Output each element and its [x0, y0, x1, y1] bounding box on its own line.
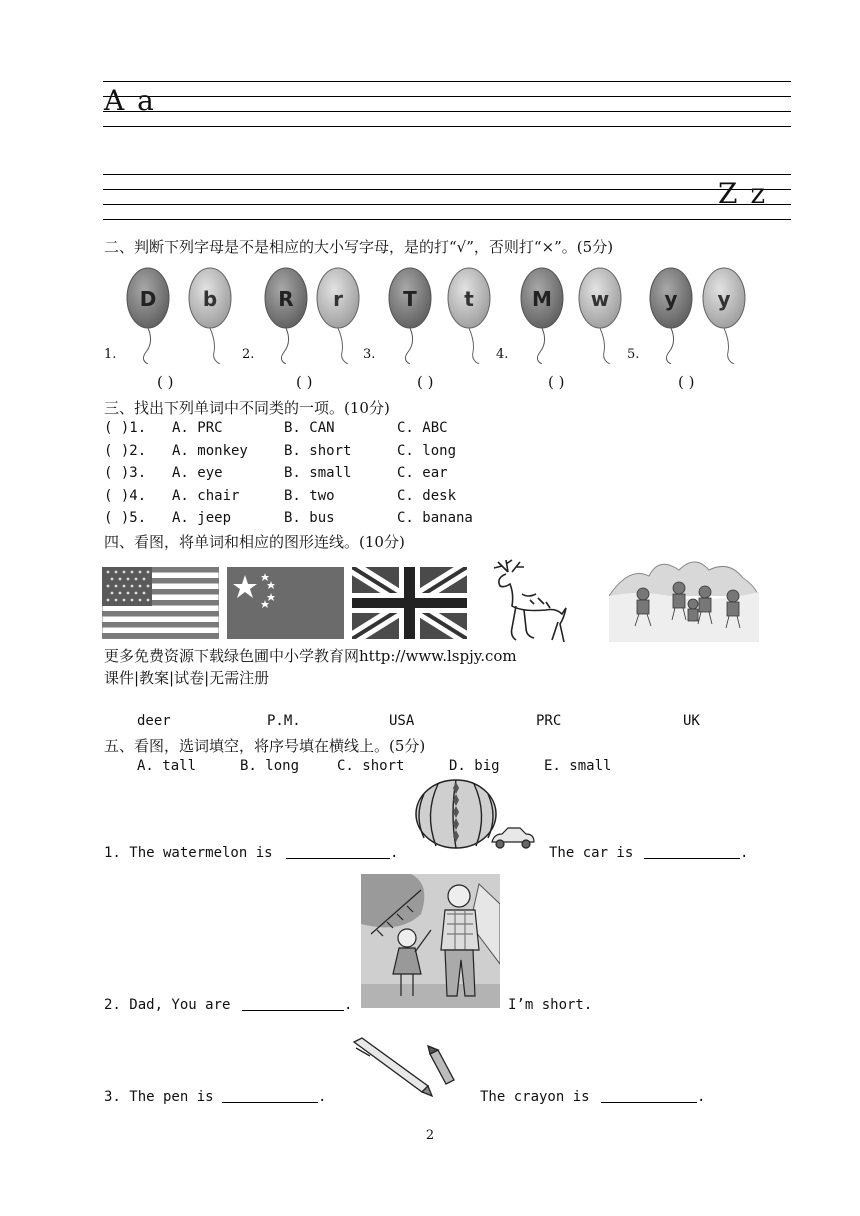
balloon-num-4: 4. [496, 347, 509, 362]
balloon-b [189, 268, 231, 364]
balloon-t [448, 268, 490, 364]
balloon-num-3: 3. [363, 347, 376, 362]
q3-left-text: 3. The pen is [104, 1089, 214, 1105]
q2-dad-blank[interactable] [242, 998, 344, 1011]
q1-right-period: . [740, 845, 749, 861]
q3-crayon-blank[interactable] [601, 1090, 697, 1103]
q2-period: . [344, 997, 353, 1013]
svg-text:y: y [664, 287, 678, 311]
option-c: C. ear [397, 465, 448, 481]
option-a: A. chair [172, 488, 240, 504]
q1-right-text: The car is [549, 845, 634, 861]
match-word-pm: P.M. [267, 713, 301, 729]
q1-left-text: 1. The watermelon is [104, 845, 273, 861]
usa-flag-picture [102, 567, 219, 639]
svg-text:T: T [403, 287, 417, 311]
option-tall: A. tall [137, 758, 197, 774]
option-short: C. short [337, 758, 405, 774]
option-a: A. jeep [172, 510, 232, 526]
ad-line-1: 更多免费资源下载绿色圃中小学教育网http://www.lspjy.com [104, 647, 517, 665]
end-letters: Z z [718, 177, 768, 210]
q1-period: . [390, 845, 399, 861]
q3-right-text: The crayon is [480, 1089, 590, 1105]
option-a: A. eye [172, 465, 223, 481]
option-a: A. monkey [172, 443, 248, 459]
option-b: B. bus [284, 510, 335, 526]
watermelon-car-picture [408, 778, 536, 854]
balloons-figure [100, 260, 760, 364]
balloon-R [265, 268, 307, 364]
option-c: C. banana [397, 510, 473, 526]
answer-paren-3[interactable]: ( ) [417, 373, 434, 391]
q3-right-period: . [697, 1089, 706, 1105]
option-c: C. ABC [397, 420, 448, 436]
option-c: C. long [397, 443, 457, 459]
balloon-num-1: 1. [104, 347, 117, 362]
option-c: C. desk [397, 488, 457, 504]
option-small: E. small [544, 758, 612, 774]
section2-title: 二、判断下列字母是不是相应的大小写字母，是的打“√”，否则打“×”。(5分) [104, 238, 614, 256]
option-b: B. small [284, 465, 352, 481]
option-a: A. PRC [172, 420, 223, 436]
row-lead: ( )3. [104, 465, 147, 481]
option-big: D. big [449, 758, 500, 774]
page-number: 2 [425, 1128, 435, 1143]
svg-text:D: D [139, 287, 157, 311]
children-playing-picture [609, 556, 759, 642]
option-b: B. CAN [284, 420, 335, 436]
dad-and-girl-picture [361, 874, 500, 1008]
balloon-num-5: 5. [627, 347, 640, 362]
balloon-w [579, 268, 621, 364]
option-b: B. short [284, 443, 352, 459]
svg-text:y: y [717, 287, 731, 311]
balloon-T [389, 268, 431, 364]
svg-text:w: w [590, 287, 610, 311]
match-word-deer: deer [137, 713, 171, 729]
q1-car-blank[interactable] [644, 846, 740, 859]
ad-line-2: 课件|教案|试卷|无需注册 [104, 669, 270, 687]
answer-paren-2[interactable]: ( ) [296, 373, 313, 391]
row-lead: ( )1. [104, 420, 147, 436]
q2-right-text: I’m short. [508, 997, 593, 1013]
answer-paren-1[interactable]: ( ) [157, 373, 174, 391]
balloon-D [127, 268, 169, 364]
q3-period: . [318, 1089, 327, 1105]
balloon-Y [650, 268, 692, 364]
svg-text:r: r [333, 287, 343, 311]
row-lead: ( )4. [104, 488, 147, 504]
balloon-num-2: 2. [242, 347, 255, 362]
section5-title: 五、看图，选词填空，将序号填在横线上。(5分) [104, 737, 426, 755]
svg-text:M: M [532, 287, 552, 311]
start-letters: A a [104, 84, 156, 117]
option-b: B. two [284, 488, 335, 504]
row-lead: ( )5. [104, 510, 147, 526]
uk-flag-picture [352, 567, 467, 639]
china-flag-picture [227, 567, 344, 639]
answer-paren-4[interactable]: ( ) [548, 373, 565, 391]
svg-text:t: t [464, 287, 474, 311]
section4-title: 四、看图，将单词和相应的图形连线。(10分) [104, 533, 405, 551]
match-word-uk: UK [683, 713, 700, 729]
balloon-y [703, 268, 745, 364]
svg-text:R: R [278, 287, 294, 311]
pen-crayon-picture [350, 1036, 460, 1102]
q3-pen-blank[interactable] [222, 1090, 318, 1103]
option-long: B. long [240, 758, 300, 774]
row-lead: ( )2. [104, 443, 147, 459]
svg-text:b: b [202, 287, 218, 311]
answer-paren-5[interactable]: ( ) [678, 373, 695, 391]
match-word-prc: PRC [536, 713, 562, 729]
q1-watermelon-blank[interactable] [286, 846, 390, 859]
q2-left-text: 2. Dad, You are [104, 997, 231, 1013]
deer-picture [476, 558, 588, 642]
balloon-M [521, 268, 563, 364]
section3-title: 三、找出下列单词中不同类的一项。(10分) [104, 399, 390, 417]
match-word-usa: USA [389, 713, 415, 729]
balloon-r [317, 268, 359, 364]
